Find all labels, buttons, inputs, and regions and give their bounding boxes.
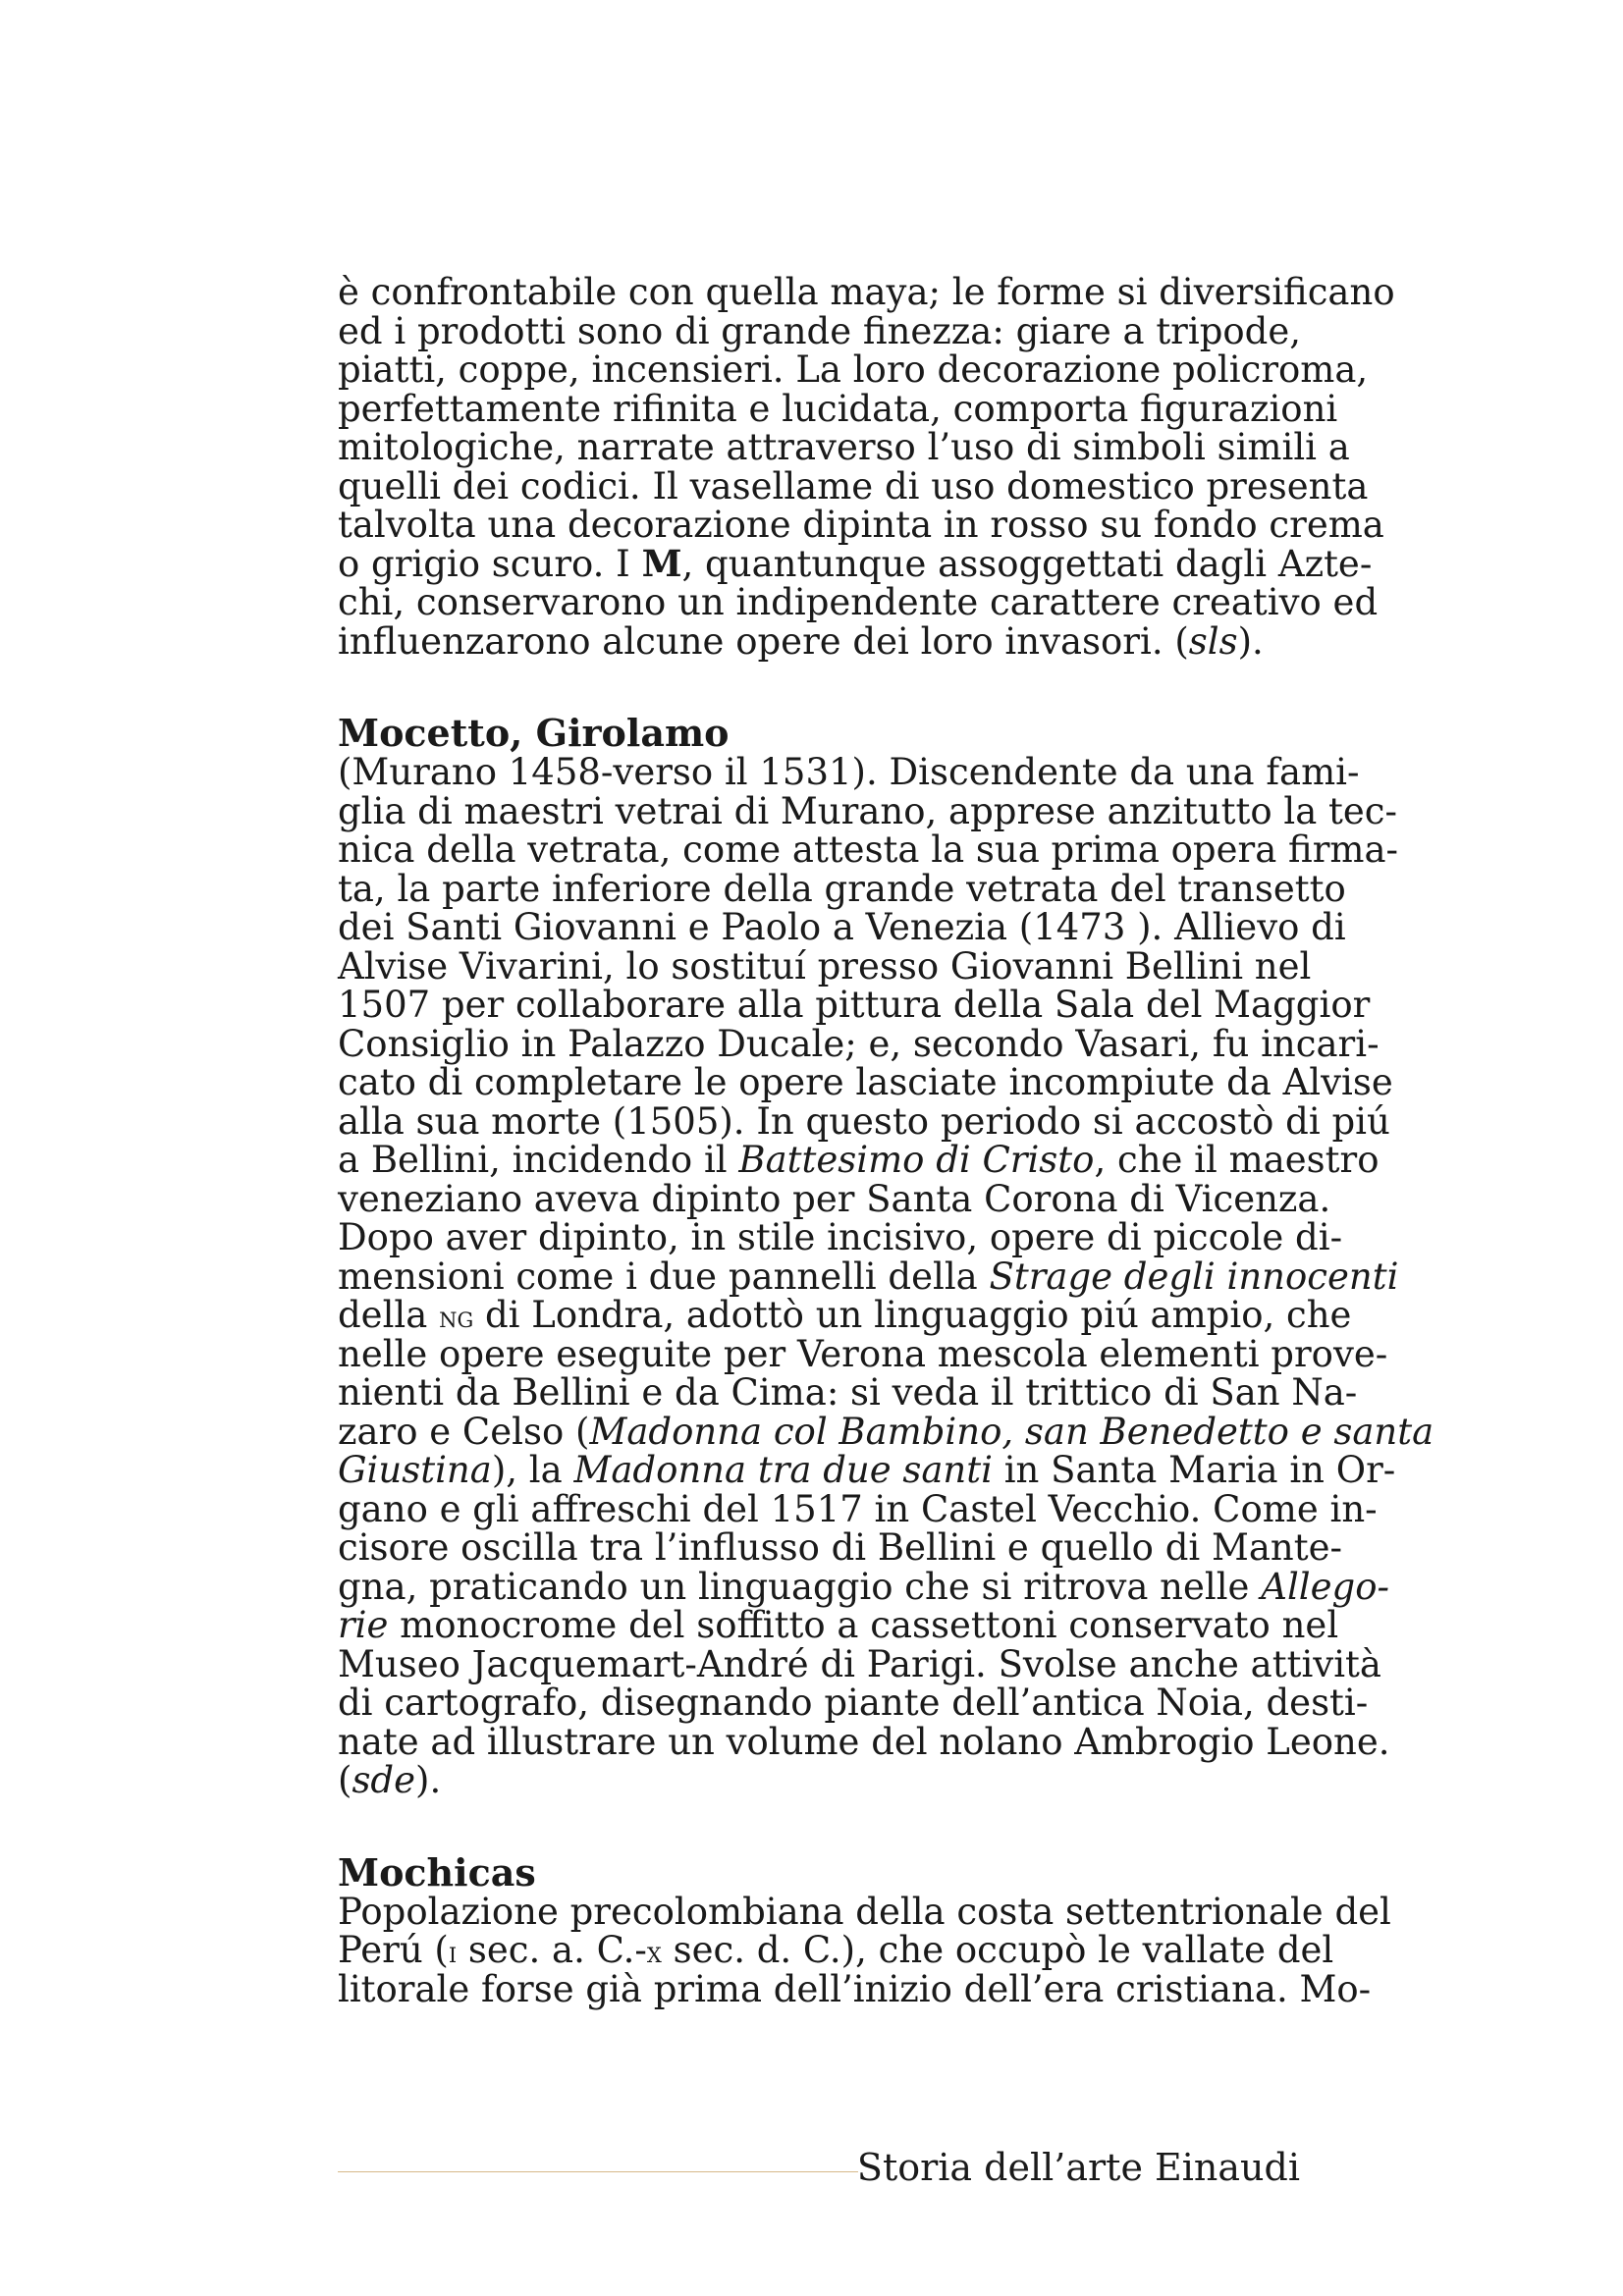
text-line	[338, 906, 1346, 948]
text-line	[338, 1761, 1300, 1800]
text-run: ).	[415, 1759, 442, 1801]
entry-heading-mochicas: Mochicas	[338, 1849, 536, 1895]
text-run: è confrontabile con quella maya; le forme si diversificano	[338, 271, 1395, 313]
small-caps-text: i	[448, 1936, 458, 1970]
text-line	[338, 348, 1369, 391]
page-footer	[338, 2144, 1300, 2191]
text-run: dei Santi Giovanni e Paolo a Venezia (1473 ). Allievo di	[338, 906, 1346, 948]
italic-text: Battesimo di Cristo	[738, 1139, 1095, 1181]
text-column	[338, 271, 1434, 2010]
footer-label: Storia dell’arte Einaudi	[856, 2146, 1300, 2189]
text-line	[338, 1332, 1388, 1375]
text-run: gna, praticando un linguaggio che si ritrova nelle	[338, 1565, 1262, 1608]
text-run: chi, conservarono un indipendente carattere creativo ed	[338, 581, 1379, 623]
text-run: ), la	[491, 1449, 574, 1491]
text-line	[338, 1449, 1396, 1491]
text-run: Popolazione precolombiana della costa settentrionale del	[338, 1890, 1391, 1933]
text-line	[338, 867, 1346, 910]
text-run: o grigio scuro. I	[338, 542, 642, 585]
text-line	[338, 789, 1397, 832]
text-run: influenzarono alcune opere dei loro invasori. (	[338, 619, 1189, 663]
text-run: alla sua morte (1505). In questo periodo si accostò di piú	[338, 1099, 1390, 1143]
text-run: cato di completare le opere lasciate incompiute da Alvise	[338, 1061, 1393, 1103]
text-run: ).	[1237, 619, 1264, 663]
italic-text: Strage degli innocenti	[989, 1255, 1399, 1298]
text-run: (Murano 1458-verso il 1531). Discendente da una fami-	[338, 751, 1360, 793]
text-run: nelle opere eseguite per Verona mescola elementi prove-	[338, 1332, 1388, 1375]
text-run: cisore oscilla tra l’influsso di Bellini e quello di Mante-	[338, 1526, 1343, 1569]
text-line	[338, 1371, 1358, 1414]
text-line	[338, 1565, 1389, 1608]
text-run: veneziano aveva dipinto per Santa Corona di Vicenza.	[338, 1177, 1331, 1220]
entry-mochicas-body	[338, 1890, 1391, 2010]
text-run: di cartografo, disegnando piante dell’antica Noia, desti-	[338, 1682, 1369, 1724]
text-line	[338, 581, 1379, 623]
italic-text: Madonna col Bambino, san Benedetto e santa	[589, 1410, 1434, 1453]
small-caps-text: ng	[439, 1301, 474, 1335]
text-line	[338, 426, 1350, 468]
text-run: 1507 per collaborare alla pittura della Sala del Maggior	[338, 984, 1371, 1026]
text-run: talvolta una decorazione dipinta in rosso su fondo crema	[338, 504, 1384, 546]
text-run: ed i prodotti sono di grande finezza: giare a tripode,	[338, 309, 1302, 352]
italic-text: Madonna tra due santi	[573, 1449, 993, 1491]
text-run: sec. d. C.), che occupò le vallate del	[661, 1929, 1334, 1971]
text-line	[338, 1487, 1378, 1530]
text-line	[338, 828, 1399, 871]
text-run: Consiglio in Palazzo Ducale; e, secondo Vasari, fu incari-	[338, 1022, 1380, 1065]
text-run: della	[338, 1294, 440, 1336]
text-run: , che il maestro	[1094, 1139, 1380, 1181]
text-line	[338, 387, 1338, 430]
text-line	[338, 984, 1371, 1026]
text-line	[338, 271, 1395, 313]
text-run: piatti, coppe, incensieri. La loro decorazione policroma,	[338, 348, 1369, 391]
italic-text: sde	[352, 1759, 416, 1801]
text-line	[338, 944, 1312, 988]
text-run: litorale forse già prima dell’inizio dell’era cristiana. Mo-	[338, 1967, 1372, 2010]
text-run: nate ad illustrare un volume del nolano Ambrogio Leone.	[338, 1720, 1390, 1763]
text-line	[338, 541, 1373, 585]
bold-text: M	[641, 541, 682, 585]
text-line	[338, 1061, 1393, 1103]
text-line	[338, 1967, 1372, 2010]
text-line	[338, 1929, 1334, 1971]
text-run: mensioni come i due pannelli della	[338, 1255, 990, 1298]
text-run: in Santa Maria in Or-	[992, 1449, 1396, 1491]
footer-rule	[338, 2171, 858, 2172]
text-line	[338, 1604, 1339, 1646]
italic-text: sls	[1188, 619, 1238, 663]
text-line	[338, 464, 1369, 507]
text-run: nienti da Bellini e da Cima: si veda il trittico di San Na-	[338, 1371, 1358, 1414]
text-run: monocrome del soffitto a cassettoni conservato nel	[388, 1604, 1339, 1646]
text-line	[338, 1682, 1369, 1724]
text-run: Museo Jacquemart-André di Parigi. Svolse anche attività	[338, 1642, 1381, 1685]
text-run: gano e gli affreschi del 1517 in Castel Vecchio. Come in-	[338, 1487, 1378, 1530]
text-run: ta, la parte inferiore della grande vetrata del transetto	[338, 867, 1346, 910]
text-run: mitologiche, narrate attraverso l’uso di simboli simili a	[338, 426, 1350, 468]
text-line	[338, 1099, 1390, 1143]
italic-text: rie	[338, 1604, 389, 1646]
text-run: perfettamente rifinita e lucidata, comporta figurazioni	[338, 387, 1338, 430]
text-run: , quantunque assoggettati dagli Azte-	[681, 542, 1373, 585]
text-run: quelli dei codici. Il vasellame di uso domestico presenta	[338, 464, 1369, 507]
text-line	[338, 504, 1384, 546]
text-line	[338, 751, 1360, 793]
entry-intro-body	[338, 271, 1395, 663]
text-line	[338, 1526, 1343, 1569]
text-run: sec. a. C.-	[457, 1929, 647, 1971]
entry-mocetto-body	[338, 751, 1434, 1801]
text-line	[338, 1022, 1380, 1065]
text-run: Alvise Vivarini, lo sostituí presso Giovanni Bellini nel	[338, 944, 1312, 988]
small-caps-text: x	[646, 1936, 662, 1970]
text-run: (	[338, 1759, 352, 1801]
text-line	[338, 1177, 1331, 1220]
italic-text: Allego-	[1261, 1565, 1389, 1608]
italic-text: Giustina	[338, 1449, 492, 1491]
text-line	[338, 309, 1302, 352]
text-line	[338, 1294, 1352, 1336]
text-run: glia di maestri vetrai di Murano, apprese anzitutto la tec-	[338, 789, 1397, 832]
text-line	[338, 1720, 1390, 1763]
text-run: zaro e Celso (	[338, 1410, 590, 1453]
text-line	[338, 1890, 1391, 1933]
text-line	[338, 1410, 1434, 1453]
text-line	[338, 1642, 1381, 1685]
entry-heading-mocetto: Mocetto, Girolamo	[338, 711, 730, 755]
text-run: Perú (	[338, 1929, 449, 1971]
text-line	[338, 1216, 1343, 1258]
text-run: a Bellini, incidendo il	[338, 1139, 739, 1181]
text-run: Dopo aver dipinto, in stile incisivo, opere di piccole di-	[338, 1216, 1343, 1258]
text-run: nica della vetrata, come attesta la sua prima opera firma-	[338, 828, 1399, 871]
text-run: di Londra, adottò un linguaggio piú ampio, che	[473, 1294, 1352, 1336]
text-line	[338, 619, 1300, 663]
text-line	[338, 1255, 1399, 1298]
text-line	[338, 1139, 1380, 1181]
